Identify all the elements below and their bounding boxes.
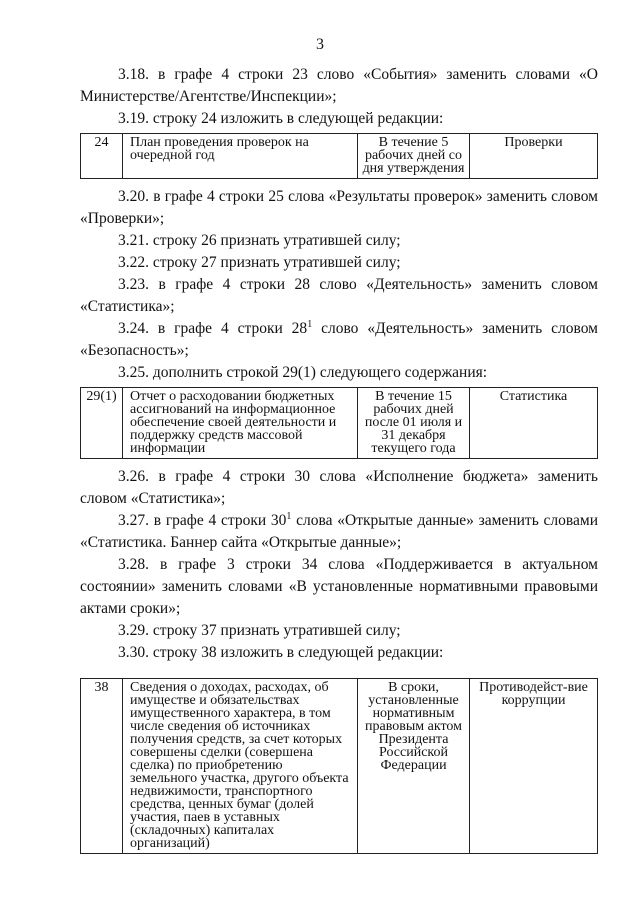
item-3-22: 3.22. строку 27 признать утратившей силу; bbox=[118, 254, 401, 271]
item-3-24-end: слово «Деятельность» заменить словом «Безопасность»; bbox=[80, 320, 598, 359]
row-number-cell: 24 bbox=[81, 134, 123, 179]
row-number-cell: 38 bbox=[81, 679, 123, 854]
document-body bbox=[80, 64, 598, 861]
item-3-20: 3.20. в графе 4 строки 25 слова «Результаты проверок» заменить словом «Проверки»; bbox=[80, 188, 598, 227]
page-number: 3 bbox=[316, 36, 324, 53]
row-category-cell: Противодейст-вие коррупции bbox=[470, 679, 598, 854]
table-row-24 bbox=[80, 133, 598, 179]
item-3-30: 3.30. строку 38 изложить в следующей редакции: bbox=[118, 644, 444, 661]
row-text-cell: План проведения проверок на очередной год bbox=[123, 134, 358, 179]
row-text-cell: Сведения о доходах, расходах, об имуществе и обязательствах имущественного характера, в том числе сведения об источниках получения средств, за счет которых совершены сделки (совершена сделка) по приобретению земельного участка, другого объекта недвижимости, транспортного средства, ценных бумаг (долей участия, паев в уставных (складочных) капиталах организаций) bbox=[123, 679, 358, 854]
row-category-cell: Статистика bbox=[470, 388, 598, 459]
item-3-27-superscript: 1 bbox=[286, 510, 292, 522]
row-number-cell: 29(1) bbox=[81, 388, 123, 459]
row-deadline-cell: В течение 5 рабочих дней со дня утверждения bbox=[358, 134, 470, 179]
table-row-38 bbox=[80, 678, 598, 854]
item-3-23: 3.23. в графе 4 строки 28 слово «Деятельность» заменить словом «Статистика»; bbox=[80, 276, 598, 315]
item-3-27-start: 3.27. в графе 4 строки 30 bbox=[118, 512, 287, 529]
row-text-cell: Отчет о расходовании бюджетных ассигнований на информационное обеспечение своей деятельности и поддержку средств массовой информации bbox=[123, 388, 358, 459]
item-3-28: 3.28. в графе 3 строки 34 слова «Поддерживается в актуальном состоянии» заменить словами «В установленные нормативными правовыми актами сроки»; bbox=[80, 556, 598, 617]
item-3-27-end: слова «Открытые данные» заменить словами «Статистика. Баннер сайта «Открытые данные»; bbox=[80, 512, 598, 551]
item-3-26: 3.26. в графе 4 строки 30 слова «Исполнение бюджета» заменить словом «Статистика»; bbox=[80, 468, 598, 507]
item-3-24 bbox=[80, 318, 598, 362]
row-deadline-cell: В течение 15 рабочих дней после 01 июля и 31 декабря текущего года bbox=[358, 388, 470, 459]
row-deadline-cell: В сроки, установленные нормативным правовым актом Президента Российской Федерации bbox=[358, 679, 470, 854]
item-3-29: 3.29. строку 37 признать утратившей силу; bbox=[118, 622, 401, 639]
item-3-24-superscript: 1 bbox=[307, 318, 313, 330]
item-3-27 bbox=[80, 510, 598, 554]
item-3-25: 3.25. дополнить строкой 29(1) следующего содержания: bbox=[118, 364, 488, 381]
item-3-24-start: 3.24. в графе 4 строки 28 bbox=[118, 320, 308, 337]
item-3-21: 3.21. строку 26 признать утратившей силу; bbox=[118, 232, 401, 249]
item-3-18: 3.18. в графе 4 строки 23 слово «События» заменить словами «О Министерстве/Агентстве/Инспекции»; bbox=[80, 66, 598, 105]
table-row-29-1 bbox=[80, 387, 598, 459]
item-3-19: 3.19. строку 24 изложить в следующей редакции: bbox=[118, 110, 444, 127]
row-category-cell: Проверки bbox=[470, 134, 598, 179]
